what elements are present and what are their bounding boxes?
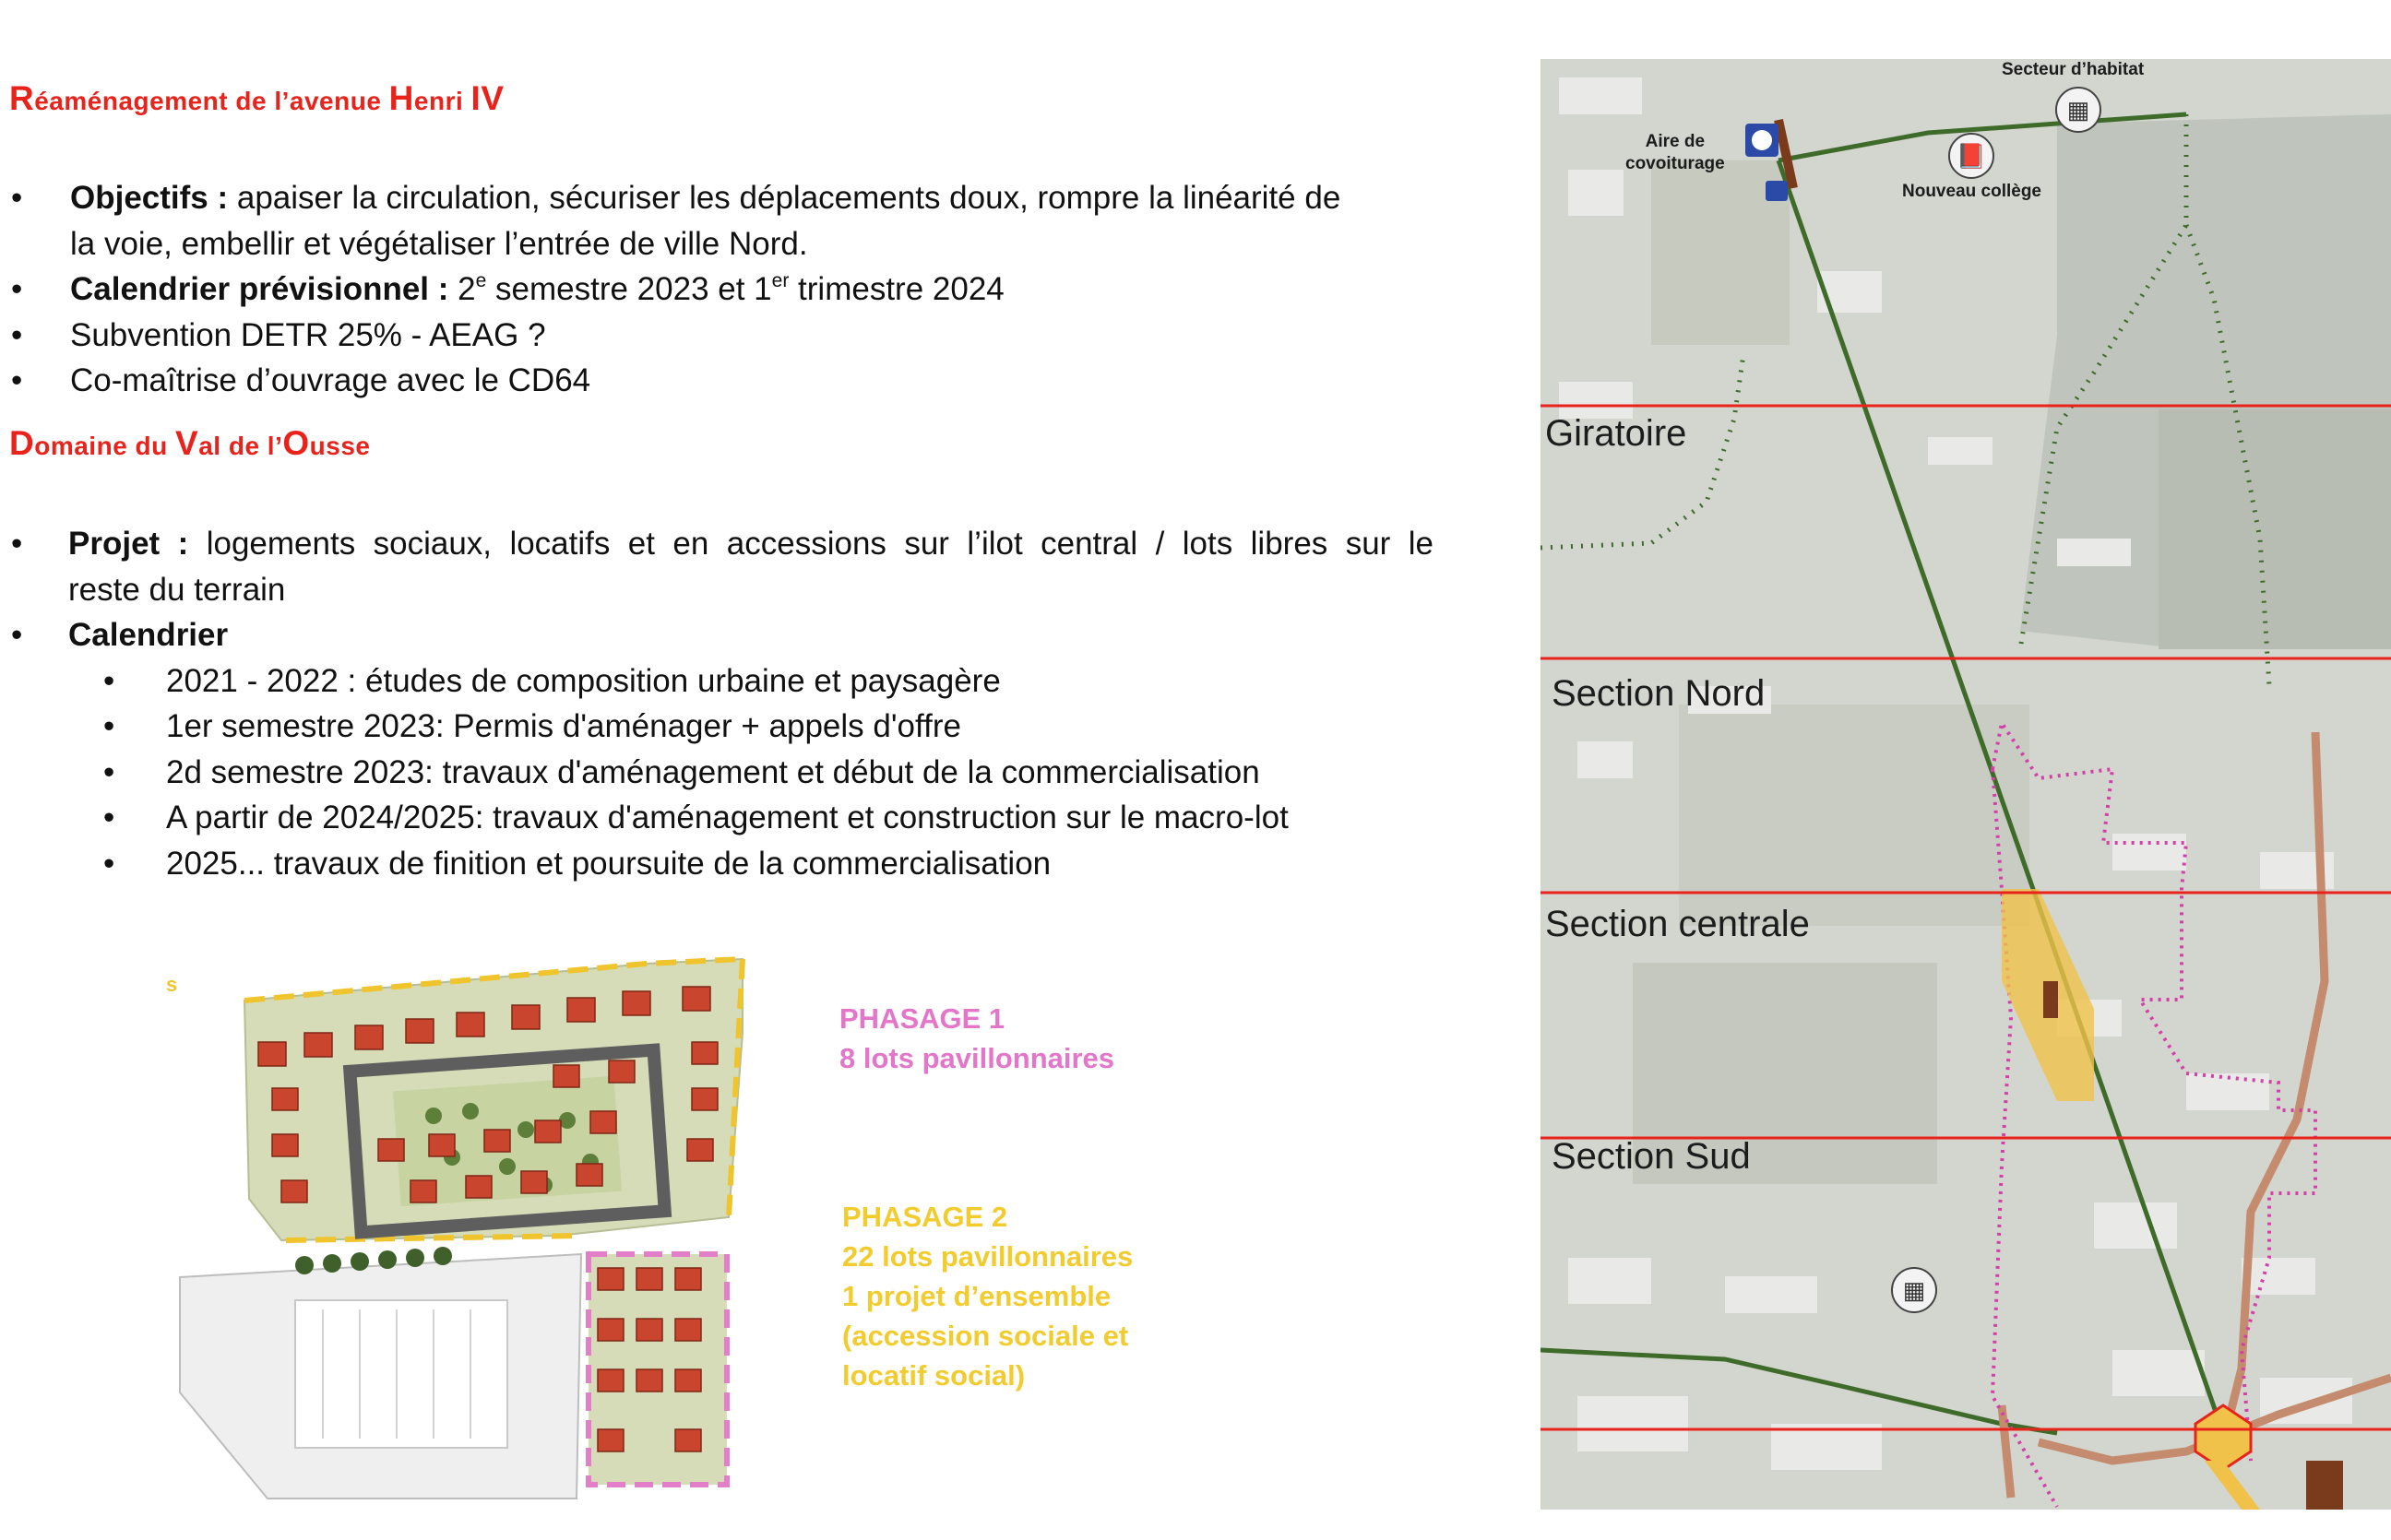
section-label-nord: Section Nord: [1552, 673, 1766, 714]
phasage-2-line: locatif social): [842, 1359, 1026, 1392]
phasage-2-line: (accession sociale et: [842, 1320, 1129, 1352]
nouveau-college-label: Nouveau collège: [1902, 182, 2041, 201]
section-title-val-de-l-ousse: Domaine du Val de l’Ousse: [9, 424, 371, 462]
calendar-item: • A partir de 2024/2025: travaux d'aménagement et construction sur le macro-lot: [0, 795, 1439, 841]
phasage-1-label: [839, 999, 1114, 1078]
section-label-sud: Section Sud: [1552, 1136, 1751, 1177]
aerial-map: [1540, 59, 2391, 1510]
list-item-co-maitrise: • Co-maîtrise d’ouvrage avec le CD64: [0, 358, 1340, 404]
avenue-bullet-list: [0, 175, 1340, 404]
aire-de-covoiturage-label: [1625, 131, 1725, 175]
housing-building-icon: ▦: [2055, 87, 2101, 133]
calendar-item: • 2d semestre 2023: travaux d'aménagement et début de la commercialisation: [0, 750, 1439, 796]
phasage-1-title: PHASAGE 1: [839, 1002, 1005, 1035]
phasage-2-label: [842, 1197, 1133, 1395]
section-label-centrale: Section centrale: [1545, 904, 1810, 944]
calendar-sublist: [0, 658, 1439, 887]
list-item-projet: • Projet : logements sociaux, locatifs et en accessions sur l’ilot central / lots libres sur le reste du terrain: [0, 521, 1439, 612]
section-label-giratoire: Giratoire: [1545, 413, 1687, 454]
calendar-sublist-wrapper: [0, 658, 1439, 887]
aerial-map-graphics: [1540, 59, 2391, 1510]
covoiturage-line: covoiturage: [1625, 154, 1725, 173]
plan-edge-text: s: [166, 973, 178, 996]
list-item-subvention: • Subvention DETR 25% - AEAG ?: [0, 313, 1340, 359]
housing-building-icon: ▦: [1891, 1267, 1937, 1313]
phasage-2-line: 1 projet d’ensemble: [842, 1280, 1112, 1312]
list-item-calendrier: • Calendrier: [0, 612, 1439, 658]
secteur-habitat-label: Secteur d’habitat: [2002, 60, 2145, 79]
calendar-item: • 1er semestre 2023: Permis d'aménager + appels d'offre: [0, 704, 1439, 750]
covoiturage-line: Aire de: [1645, 132, 1706, 151]
section-title-avenue-henri-iv: Réaménagement de l’avenue Henri IV: [9, 79, 505, 117]
domaine-bullet-list: [0, 521, 1439, 886]
college-book-icon: 📕: [1948, 133, 1994, 179]
phasage-1-line: 8 lots pavillonnaires: [839, 1042, 1115, 1074]
site-plan-illustration: [157, 922, 784, 1503]
phasage-2-title: PHASAGE 2: [842, 1201, 1008, 1233]
calendar-item: • 2021 - 2022 : études de composition urbaine et paysagère: [0, 658, 1439, 705]
list-item-objectifs: • Objectifs : apaiser la circulation, sécuriser les déplacements doux, rompre la linéarité de la voie, embellir et végétaliser l’entrée de ville Nord.: [0, 175, 1340, 267]
list-item-calendrier-previsionnel: • Calendrier prévisionnel : 2e semestre 2023 et 1er trimestre 2024: [0, 267, 1340, 313]
calendar-item: • 2025... travaux de finition et poursuite de la commercialisation: [0, 841, 1439, 887]
phasage-2-line: 22 lots pavillonnaires: [842, 1240, 1134, 1273]
